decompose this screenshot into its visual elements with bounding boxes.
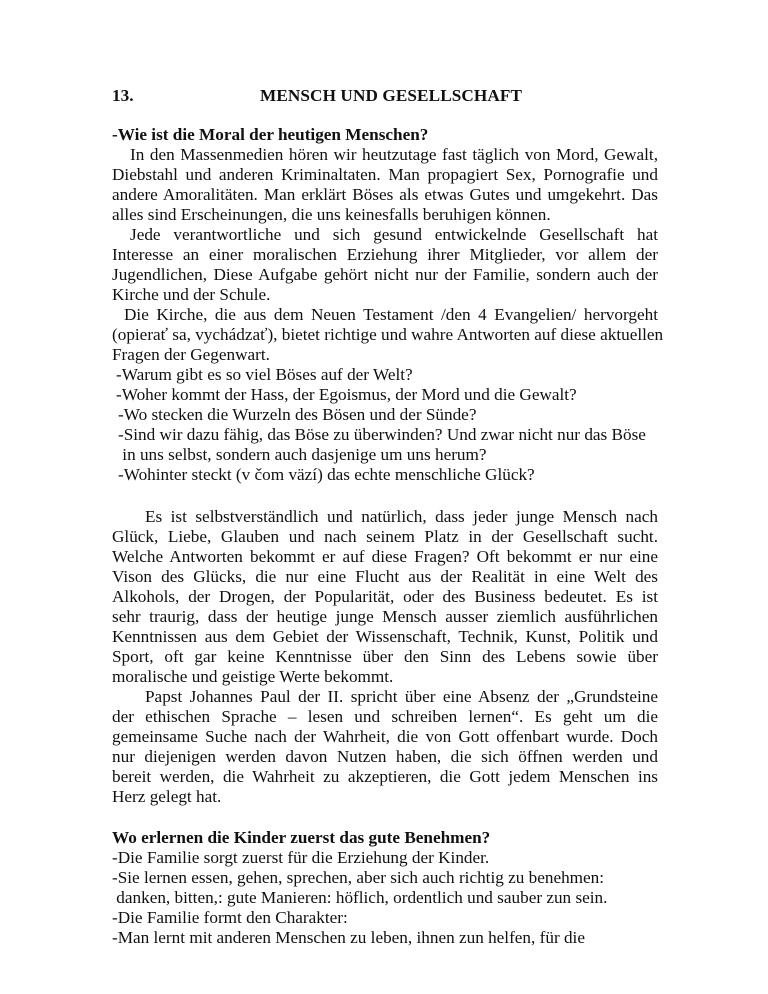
list-item: -Sie lernen essen, gehen, sprechen, aber sich auch richtig zu benehmen:: [112, 868, 605, 887]
paragraph-line: Fragen der Gegenwart.: [112, 345, 270, 364]
paragraph-line: Die Kirche, die aus dem Neuen Testament /den 4 Evangelien/ hervorgeht: [124, 305, 658, 324]
section-heading-moral: -Wie ist die Moral der heutigen Menschen?: [112, 125, 429, 144]
paragraph-line: bereit werden, die Wahrheit zu akzeptieren, die Gott jedem Menschen ins: [112, 767, 658, 786]
list-item: -Die Familie formt den Charakter:: [112, 908, 348, 927]
paragraph-line: Es ist selbstverständlich und natürlich, dass jeder junge Mensch nach: [145, 507, 658, 526]
paragraph-line: Jugendlichen, Diese Aufgabe gehört nicht nur der Familie, sondern auch der: [112, 265, 658, 284]
paragraph-line: sehr traurig, dass der heutige junge Mensch ausser ziemlich ausführlichen: [112, 607, 658, 626]
paragraph-line: Sport, oft gar keine Kenntnisse über den Sinn des Lebens sowie über: [112, 647, 658, 666]
chapter-title: MENSCH UND GESELLSCHAFT: [260, 86, 523, 105]
list-item: danken, bitten,: gute Manieren: höflich, ordentlich und sauber zun sein.: [112, 888, 608, 907]
question-item: -Wo stecken die Wurzeln des Bösen und der Sünde?: [118, 405, 477, 424]
question-item: -Warum gibt es so viel Böses auf der Welt?: [116, 365, 413, 384]
paragraph-line: Alkohols, der Drogen, der Popularität, oder des Business bedeutet. Es ist: [112, 587, 658, 606]
paragraph-line: Glück, Liebe, Glauben und nach seinem Platz in der Gesellschaft sucht.: [112, 527, 658, 546]
paragraph-line: Diebstahl und anderen Kriminaltaten. Man propagiert Sex, Pornografie und: [112, 165, 658, 184]
question-item: -Sind wir dazu fähig, das Böse zu überwinden? Und zwar nicht nur das Böse: [118, 425, 646, 444]
paragraph-line: Vison des Glücks, die nur eine Flucht aus der Realität in eine Welt des: [112, 567, 658, 586]
paragraph-line: nur diejenigen werden davon Nutzen haben, die sich öffnen werden und: [112, 747, 658, 766]
paragraph-line: In den Massenmedien hören wir heutzutage fast täglich von Mord, Gewalt,: [130, 145, 658, 164]
list-item: -Die Familie sorgt zuerst für die Erziehung der Kinder.: [112, 848, 490, 867]
paragraph-line: (opierať sa, vychádzať), bietet richtige und wahre Antworten auf diese aktuellen: [112, 325, 664, 344]
paragraph-line: Welche Antworten bekommt er auf diese Fragen? Oft bekommt er nur eine: [112, 547, 658, 566]
paragraph-line: Kenntnissen aus dem Gebiet der Wissenschaft, Technik, Kunst, Politik und: [112, 627, 658, 646]
paragraph-line: andere Amoralitäten. Man erklärt Böses als etwas Gutes und umgekehrt. Das: [112, 185, 658, 204]
paragraph-line: der ethischen Sprache – lesen und schreiben lernen“. Es geht um die: [112, 707, 658, 726]
paragraph-line: moralische und geistige Werte bekommt.: [112, 667, 394, 686]
paragraph-line: gemeinsame Suche nach der Wahrheit, die von Gott offenbart wurde. Doch: [112, 727, 658, 746]
paragraph-line: Kirche und der Schule.: [112, 285, 271, 304]
section-heading-benehmen: Wo erlernen die Kinder zuerst das gute Benehmen?: [112, 828, 491, 847]
paragraph-line: Jede verantwortliche und sich gesund entwickelnde Gesellschaft hat: [130, 225, 658, 244]
question-item: -Woher kommt der Hass, der Egoismus, der Mord und die Gewalt?: [116, 385, 577, 404]
chapter-number: 13.: [112, 86, 134, 105]
paragraph-line: alles sind Erscheinungen, die uns keinesfalls beruhigen können.: [112, 205, 551, 224]
paragraph-line: Papst Johannes Paul der II. spricht über eine Absenz der „Grundsteine: [145, 687, 658, 706]
question-item: -Wohinter steckt (v čom väzí) das echte menschliche Glück?: [118, 465, 535, 484]
list-item: -Man lernt mit anderen Menschen zu leben, ihnen zun helfen, für die: [112, 928, 585, 947]
paragraph-line: Herz gelegt hat.: [112, 787, 222, 806]
paragraph-line: Interesse an einer moralischen Erziehung ihrer Mitglieder, vor allem der: [112, 245, 658, 264]
question-item: in uns selbst, sondern auch dasjenige um uns herum?: [118, 445, 487, 464]
